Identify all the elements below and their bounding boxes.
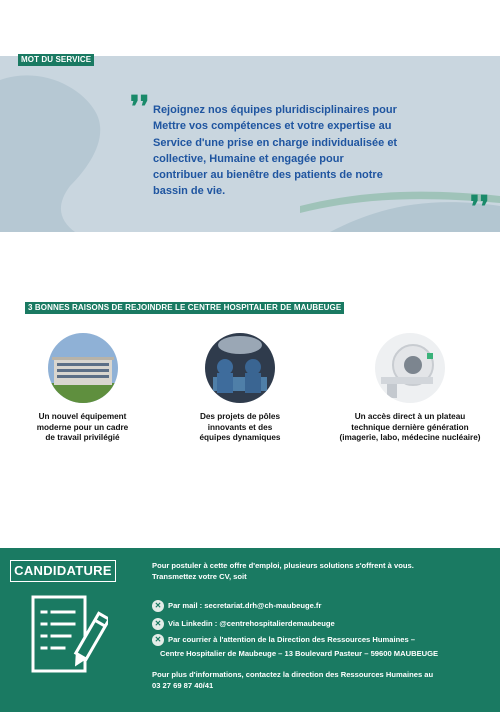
caption-line: de travail privilégié [45,433,120,442]
more-info-line: Pour plus d'informations, contactez la direction des Ressources Humaines au [152,670,434,679]
document-pen-icon [30,594,108,678]
caption-line: Un nouvel équipement [38,412,127,421]
quote-line: contribuer au bienêtre des patients de notre [153,169,383,182]
reason-caption [25,412,140,444]
caption-line: équipes dynamiques [199,433,281,442]
quote-open-icon: ❜❜ [130,90,150,125]
quote-line: Rejoignez nos équipes pluridisciplinaires pour [153,104,397,116]
x-circle-icon: ✕ [152,618,164,630]
quote-line: bassin de vie. [153,185,226,198]
caption-line: innovants et des [207,422,273,432]
caption-line: Un accès direct à un plateau [354,412,466,421]
candidature-more-info [152,670,487,691]
surgery-team-photo [205,333,275,403]
quote-close-icon: ❜❜ [470,190,490,225]
modern-building-photo [48,333,118,403]
quote-line: collective, Humaine et engagée pour [153,152,344,165]
caption-line: moderne pour un cadre [36,422,129,432]
quote-line: Service d'une prise en charge individualisée et [153,136,398,149]
caption-line: technique dernière génération [351,422,469,432]
caption-line: Des projets de pôles [199,412,281,421]
intro-line: Pour postuler à cette offre d'emploi, plusieurs solutions s'offrent à vous. [152,561,414,570]
quote-line: Mettre vos compétences et votre expertise au [153,120,392,133]
contact-courrier [152,634,415,646]
reason-card [25,333,140,444]
section-title-reasons: 3 BONNES RAISONS DE REJOINDRE LE CENTRE HOSPITALIER DE MAUBEUGE [25,302,344,314]
candidature-title: CANDIDATURE [10,560,116,582]
section-title-service: MOT DU SERVICE [18,54,94,66]
reason-caption [180,412,300,444]
contact-mail-text: Par mail : secretariat.drh@ch-maubeuge.fr [168,601,322,610]
contact-courrier-text: Par courrier à l'attention de la Direction des Ressources Humaines – [168,635,416,644]
reason-card [330,333,490,444]
medical-scanner-photo [375,333,445,403]
caption-line: (imagerie, labo, médecine nucléaire) [339,433,481,442]
reason-caption [330,412,490,444]
contact-mail[interactable] [152,600,321,612]
phone-number[interactable]: 03 27 69 87 40/41 [152,680,214,690]
x-circle-icon: ✕ [152,600,164,612]
reason-card [180,333,300,444]
contact-address: Centre Hospitalier de Maubeuge – 13 Boulevard Pasteur – 59600 MAUBEUGE [160,649,439,658]
contact-linkedin[interactable] [152,618,335,630]
contact-linkedin-text: Via Linkedin : @centrehospitalierdemaubeuge [168,619,335,628]
x-circle-icon: ✕ [152,634,164,646]
candidature-section [0,548,500,712]
candidature-intro [152,561,487,582]
intro-line: Transmettez votre CV, soit [152,571,247,581]
service-quote [153,102,433,200]
